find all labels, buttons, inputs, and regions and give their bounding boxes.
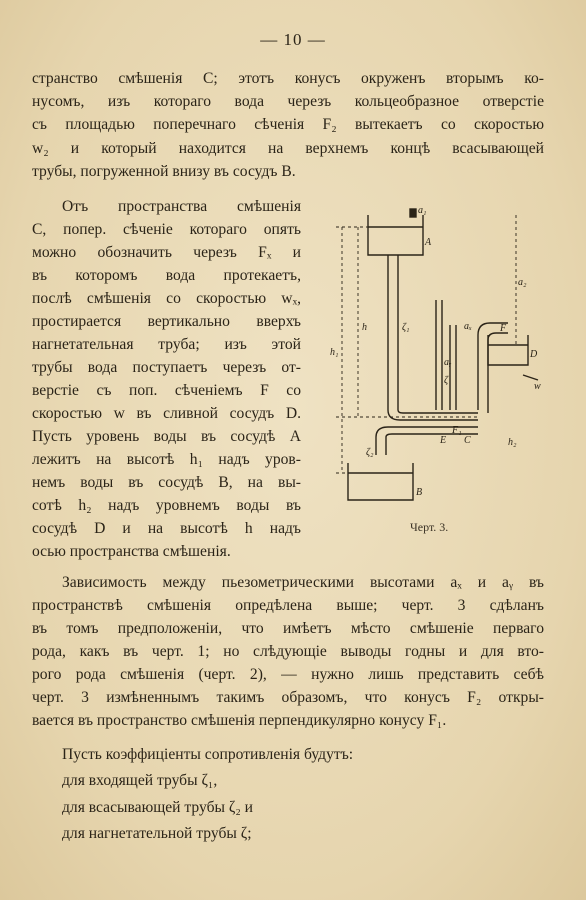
text-line: w₂ и который находится на верхнемъ концѣ всасывающей: [32, 140, 544, 157]
label-F: F: [500, 323, 507, 334]
label-a2: a₂: [518, 277, 527, 288]
text-line: скоростью w въ сливной сосудъ D.: [32, 405, 301, 422]
text-line: пространствѣ смѣшенія опредѣлена выше; черт. 3 сдѣланъ: [32, 597, 544, 614]
label-h1: h₁: [330, 347, 339, 358]
text-line: трубы, погруженной внизу въ сосудъ B.: [32, 163, 296, 180]
text-line: Зависимость между пьезометрическими высотами aₓ и aᵧ въ: [62, 574, 544, 591]
label-D: D: [530, 349, 538, 360]
text-line: нусомъ, изъ котораго вода черезъ кольцеобразное отверстіе: [32, 93, 544, 110]
label-h2: h₂: [508, 437, 517, 448]
text-line: въ которомъ вода протекаетъ,: [32, 267, 301, 284]
text-line: въ томъ предположеніи, что имѣетъ мѣсто смѣшеніе перваго: [32, 620, 544, 637]
text-line: немъ воды въ сосудѣ B, на вы-: [32, 474, 301, 491]
label-ay: aᵧ: [444, 357, 452, 368]
text-line: простирается вертикально вверхъ: [32, 313, 301, 330]
figure-caption: Черт. 3.: [410, 520, 449, 534]
label-a1: a₁: [418, 205, 427, 216]
text-line: черт. 3 измѣненнымъ такимъ образомъ, что конусъ F₂ откры-: [32, 689, 544, 706]
label-zeta2: ζ₂: [366, 447, 374, 458]
text-line: для нагнетательной трубы ζ;: [62, 825, 252, 842]
text-line: лежитъ на высотѣ h₁ надъ уров-: [32, 451, 301, 468]
text-line: можно обозначить черезъ Fₓ и: [32, 244, 301, 261]
text-line: Пусть коэффиціенты сопротивленія будутъ:: [62, 746, 354, 763]
text-line: странство смѣшенія C; этотъ конусъ окруженъ вторымъ ко-: [32, 70, 544, 87]
text-line: Пусть уровень воды въ сосудѣ A: [32, 428, 301, 445]
text-line: рода, какъ въ черт. 1; но слѣдующіе выводы годны и для вто-: [32, 643, 544, 660]
text-line: послѣ смѣшенія со скоростью wₓ,: [32, 290, 301, 307]
label-zeta1: ζ₁: [402, 322, 410, 333]
text-line: трубы вода поступаетъ черезъ от-: [32, 359, 301, 376]
label-C: C: [464, 435, 471, 446]
text-line: нагнетательная труба; изъ этой: [32, 336, 301, 353]
page-number: — 10 —: [260, 30, 326, 49]
text-line: для всасывающей трубы ζ₂ и: [62, 799, 254, 816]
label-zeta: ζ: [444, 375, 449, 386]
label-E: E: [440, 435, 447, 446]
label-F1: F₁: [452, 425, 462, 436]
label-h: h: [362, 322, 367, 333]
text-line: C, попер. сѣченіе котораго опять: [32, 221, 301, 238]
label-w: w: [534, 381, 541, 392]
text-line: съ площадью поперечнаго сѣченія F₂ вытекаетъ со скоростью: [32, 116, 544, 133]
text-line: верстіе съ поп. сѣченіемъ F со: [32, 382, 301, 399]
text-line: Отъ пространства смѣшенія: [62, 198, 301, 215]
text-line: сосудѣ D и на высотѣ h надъ: [32, 520, 301, 537]
text-line: осью пространства смѣшенія.: [32, 543, 231, 560]
apparatus-diagram: [328, 205, 548, 525]
label-ax: aₓ: [464, 321, 472, 332]
label-B: B: [416, 487, 423, 498]
text-line: для входящей трубы ζ₁,: [62, 772, 218, 789]
text-line: сотѣ h₂ надъ уровнемъ воды въ: [32, 497, 301, 514]
text-line: вается въ пространство смѣшенія перпендикулярно конусу F₁.: [32, 712, 447, 729]
text-line: рого рода смѣшенія (черт. 2), — нужно лишь представить себѣ: [32, 666, 544, 683]
label-A: A: [425, 237, 432, 248]
